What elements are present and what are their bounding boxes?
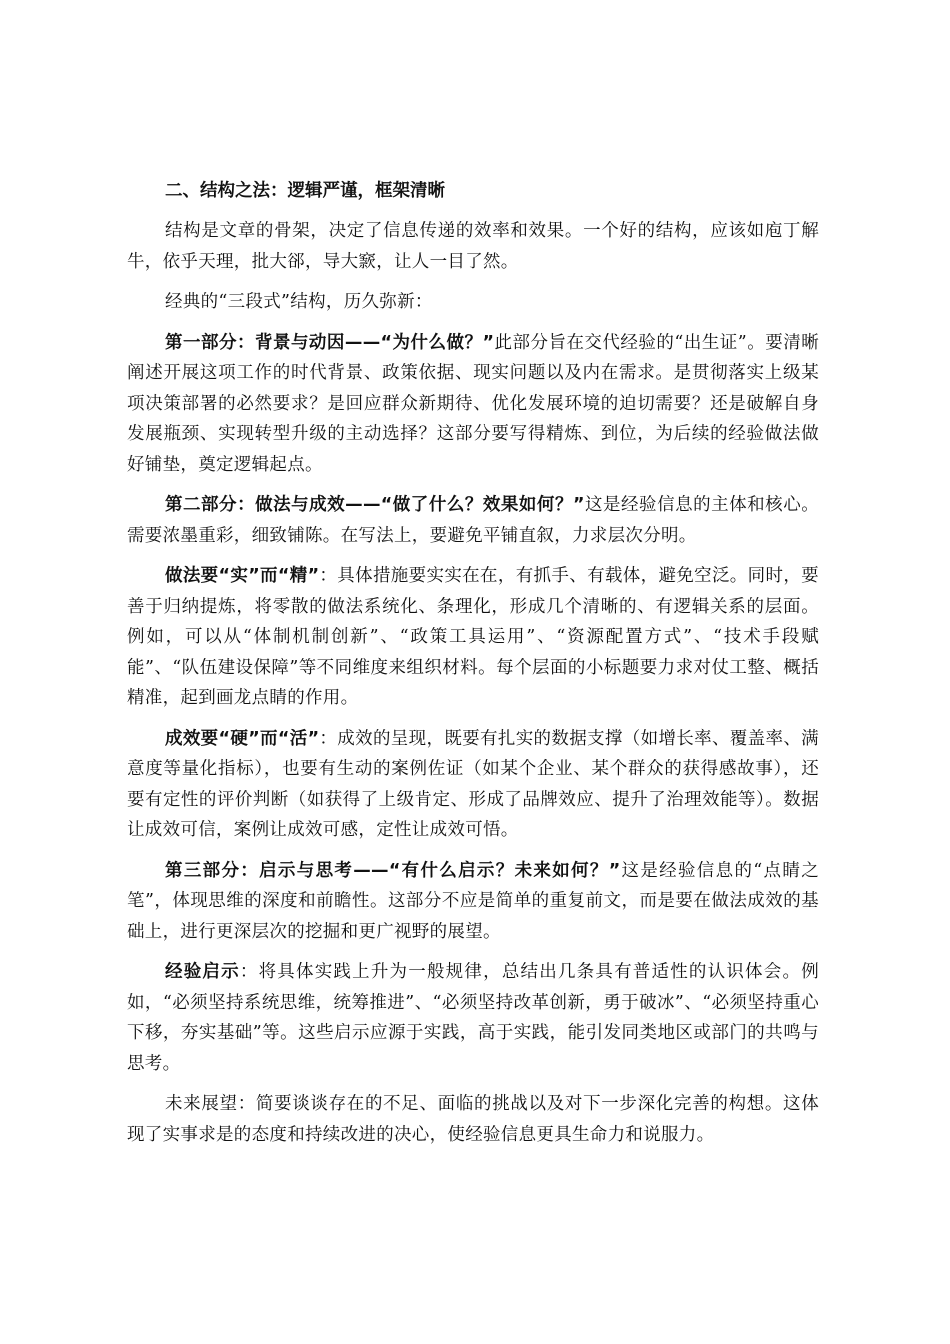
- methods-lead: 做法要“实”而“精”: [165, 566, 320, 586]
- section-heading: 二、结构之法：逻辑严谨，框架清晰: [165, 181, 445, 201]
- paragraph-results: [127, 724, 819, 846]
- paragraph-insights: [127, 957, 819, 1079]
- insights-lead: 经验启示: [165, 962, 240, 982]
- insights-text: ：将具体实践上升为一般规律，总结出几条具有普适性的认识体会。例如，“必须坚持系统思维，统筹推进”、“必须坚持改革创新，勇于破冰”、“必须坚持重心下移，夯实基础”等。这些启示应源于实践，高于实践，能引发同类地区或部门的共鸣与思考。: [127, 962, 819, 1074]
- part-two-text: 这是经验信息的主体和核心。需要浓墨重彩，细致铺陈。在写法上，要避免平铺直叙，力求层次分明。: [127, 495, 820, 546]
- document-page: [127, 176, 819, 1160]
- methods-text: ：具体措施要实实在在，有抓手、有载体，避免空泛。同时，要善于归纳提炼，将零散的做法系统化、条理化，形成几个清晰的、有逻辑关系的层面。例如，可以从“体制机制创新”、“政策工具运用”、“资源配置方式”、“技术手段赋能”、“队伍建设保障”等不同维度来组织材料。每个层面的小标题要力求对仗工整、概括精准，起到画龙点睛的作用。: [127, 566, 819, 708]
- results-lead: 成效要“硬”而“活”: [165, 728, 320, 749]
- paragraph-part-one: [127, 328, 819, 481]
- part-two-lead: 第二部分：做法与成效——“做了什么？效果如何？”: [165, 495, 585, 515]
- part-three-text: 这是经验信息的“点睛之笔”，体现思维的深度和前瞻性。这部分不应是简单的重复前文，而是要在做法成效的基础上，进行更深层次的挖掘和更广视野的展望。: [127, 860, 819, 942]
- paragraph-part-two: [127, 490, 819, 551]
- paragraph-outlook: 未来展望：简要谈谈存在的不足、面临的挑战以及对下一步深化完善的构想。这体现了实事求是的态度和持续改进的决心，使经验信息更具生命力和说服力。: [127, 1094, 819, 1145]
- paragraph-part-three: [127, 856, 819, 948]
- part-three-lead: 第三部分：启示与思考——“有什么启示？未来如何？”: [165, 860, 621, 881]
- paragraph-methods: [127, 561, 819, 714]
- part-one-lead: 第一部分：背景与动因——“为什么做？”: [165, 332, 495, 353]
- results-text: ：成效的呈现，既要有扎实的数据支撑（如增长率、覆盖率、满意度等量化指标），也要有生动的案例佐证（如某个企业、某个群众的获得感故事），还要有定性的评价判断（如获得了上级肯定、形成了品牌效应、提升了治理效能等）。数据让成效可信，案例让成效可感，定性让成效可悟。: [127, 728, 819, 840]
- paragraph-structure-intro: 结构是文章的骨架，决定了信息传递的效率和效果。一个好的结构，应该如庖丁解牛，依乎天理，批大郤，导大窾，让人一目了然。: [127, 221, 819, 272]
- paragraph-three-part-intro: 经典的“三段式”结构，历久弥新：: [165, 292, 433, 312]
- part-one-text: 此部分旨在交代经验的“出生证”。要清晰阐述开展这项工作的时代背景、政策依据、现实问题以及内在需求。是贯彻落实上级某项决策部署的必然要求？是回应群众新期待、优化发展环境的迫切需要？还是破解自身发展瓶颈、实现转型升级的主动选择？这部分要写得精炼、到位，为后续的经验做法做好铺垫，奠定逻辑起点。: [127, 332, 820, 475]
